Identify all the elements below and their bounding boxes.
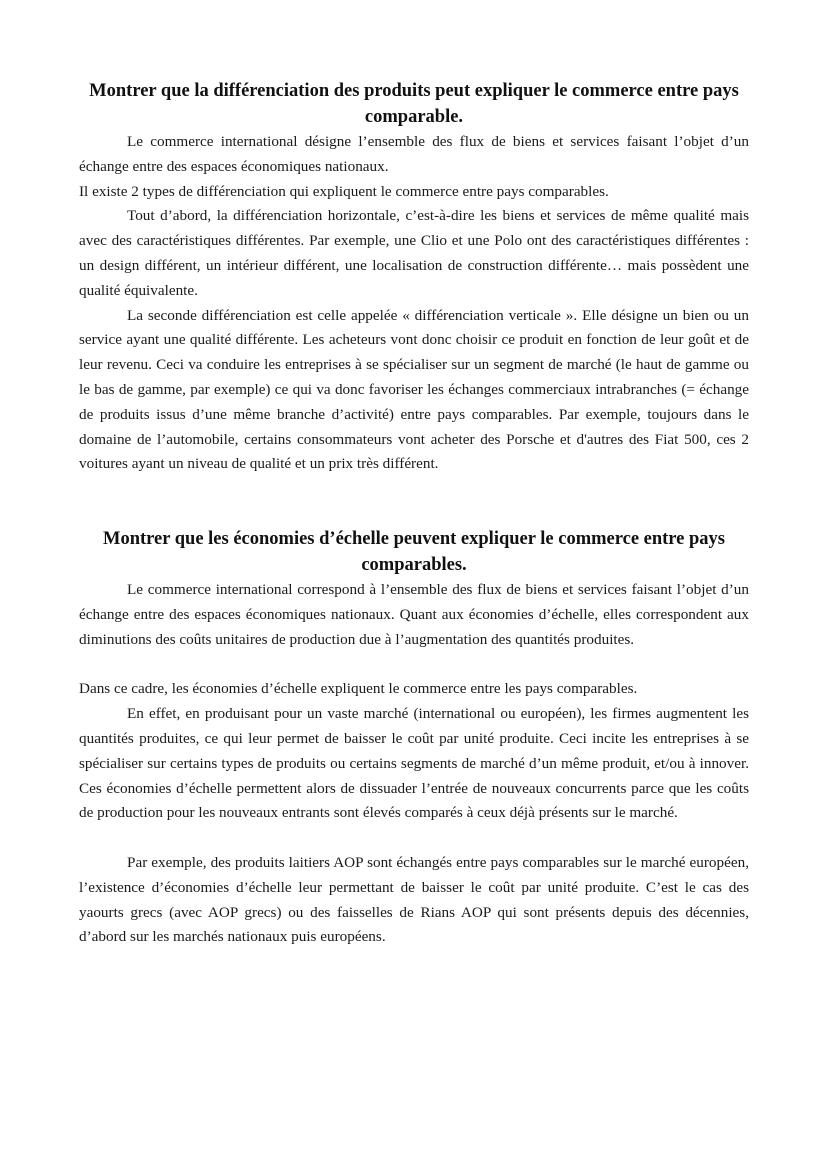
paragraph: Le commerce international désigne l’ensemble des flux de biens et services faisant l’objet d’un échange entre des espaces économiques nationaux.: [79, 133, 749, 175]
paragraph: Par exemple, des produits laitiers AOP sont échangés entre pays comparables sur le marché européen, l’existence d’économies d’échelle leur permettant de baisser le coût par unité produite. C’est le cas des yaourts grecs (avec AOP grecs) ou des faisselles de Rians AOP qui sont présents depuis des décennies, d’abord sur les marchés nationaux puis européens.: [79, 853, 749, 946]
paragraph: Tout d’abord, la différenciation horizontale, c’est-à-dire les biens et services de même qualité mais avec des caractéristiques différentes. Par exemple, une Clio et une Polo ont des caractéristiques différentes : un design différent, un intérieur différent, une localisation de construction différente… mais possèdent une qualité équivalente.: [79, 207, 749, 299]
section-title: Montrer que les économies d’échelle peuvent expliquer le commerce entre pays comparables.: [102, 529, 726, 576]
paragraph: Il existe 2 types de différenciation qui expliquent le commerce entre pays comparables.: [79, 182, 609, 200]
paragraph: La seconde différenciation est celle appelée « différenciation verticale ». Elle désigne un bien ou un service ayant une qualité différente. Les acheteurs vont donc choisir ce produit en fonction de leur goût et de leur revenu. Ceci va conduire les entreprises à se spécialiser sur un segment de marché (le haut de gamme ou le bas de gamme, par exemple) ce qui va donc favoriser les échanges commerciaux intrabranches (= échange de produits issus d’une même branche d’activité) entre pays comparables. Par exemple, toujours dans le domaine de l’automobile, certains consommateurs vont acheter des Porsche et d'autres des Fiat 500, ces 2 voitures ayant un niveau de qualité et un prix très différent.: [79, 306, 749, 473]
paragraph: Dans ce cadre, les économies d’échelle expliquent le commerce entre les pays comparables.: [79, 680, 638, 698]
paragraph-spacer: [79, 826, 749, 851]
section-economies-of-scale: [79, 526, 749, 950]
section-product-differentiation: [79, 78, 749, 477]
section-title: Montrer que la différenciation des produits peut expliquer le commerce entre pays comparable.: [89, 81, 739, 127]
section-spacer: [79, 477, 749, 526]
paragraph: En effet, en produisant pour un vaste marché (international ou européen), les firmes augmentent les quantités produites, ce qui leur permet de baisser le coût par unité produite. Ceci incite les entreprises à se spécialiser sur certains types de produits ou certains segments de marché d’un même produit, et/ou à innover. Ces économies d’échelle permettent alors de dissuader l’entrée de nouveaux concurrents parce que les coûts de production pour les nouveaux entrants sont élevés comparés à ceux déjà présents sur le marché.: [79, 705, 749, 822]
paragraph-spacer: [79, 653, 749, 678]
paragraph: Le commerce international correspond à l’ensemble des flux de biens et services faisant l’objet d’un échange entre des espaces économiques nationaux. Quant aux économies d’échelle, elles correspondent aux diminutions des coûts unitaires de production due à l’augmentation des quantités produites.: [79, 581, 749, 648]
